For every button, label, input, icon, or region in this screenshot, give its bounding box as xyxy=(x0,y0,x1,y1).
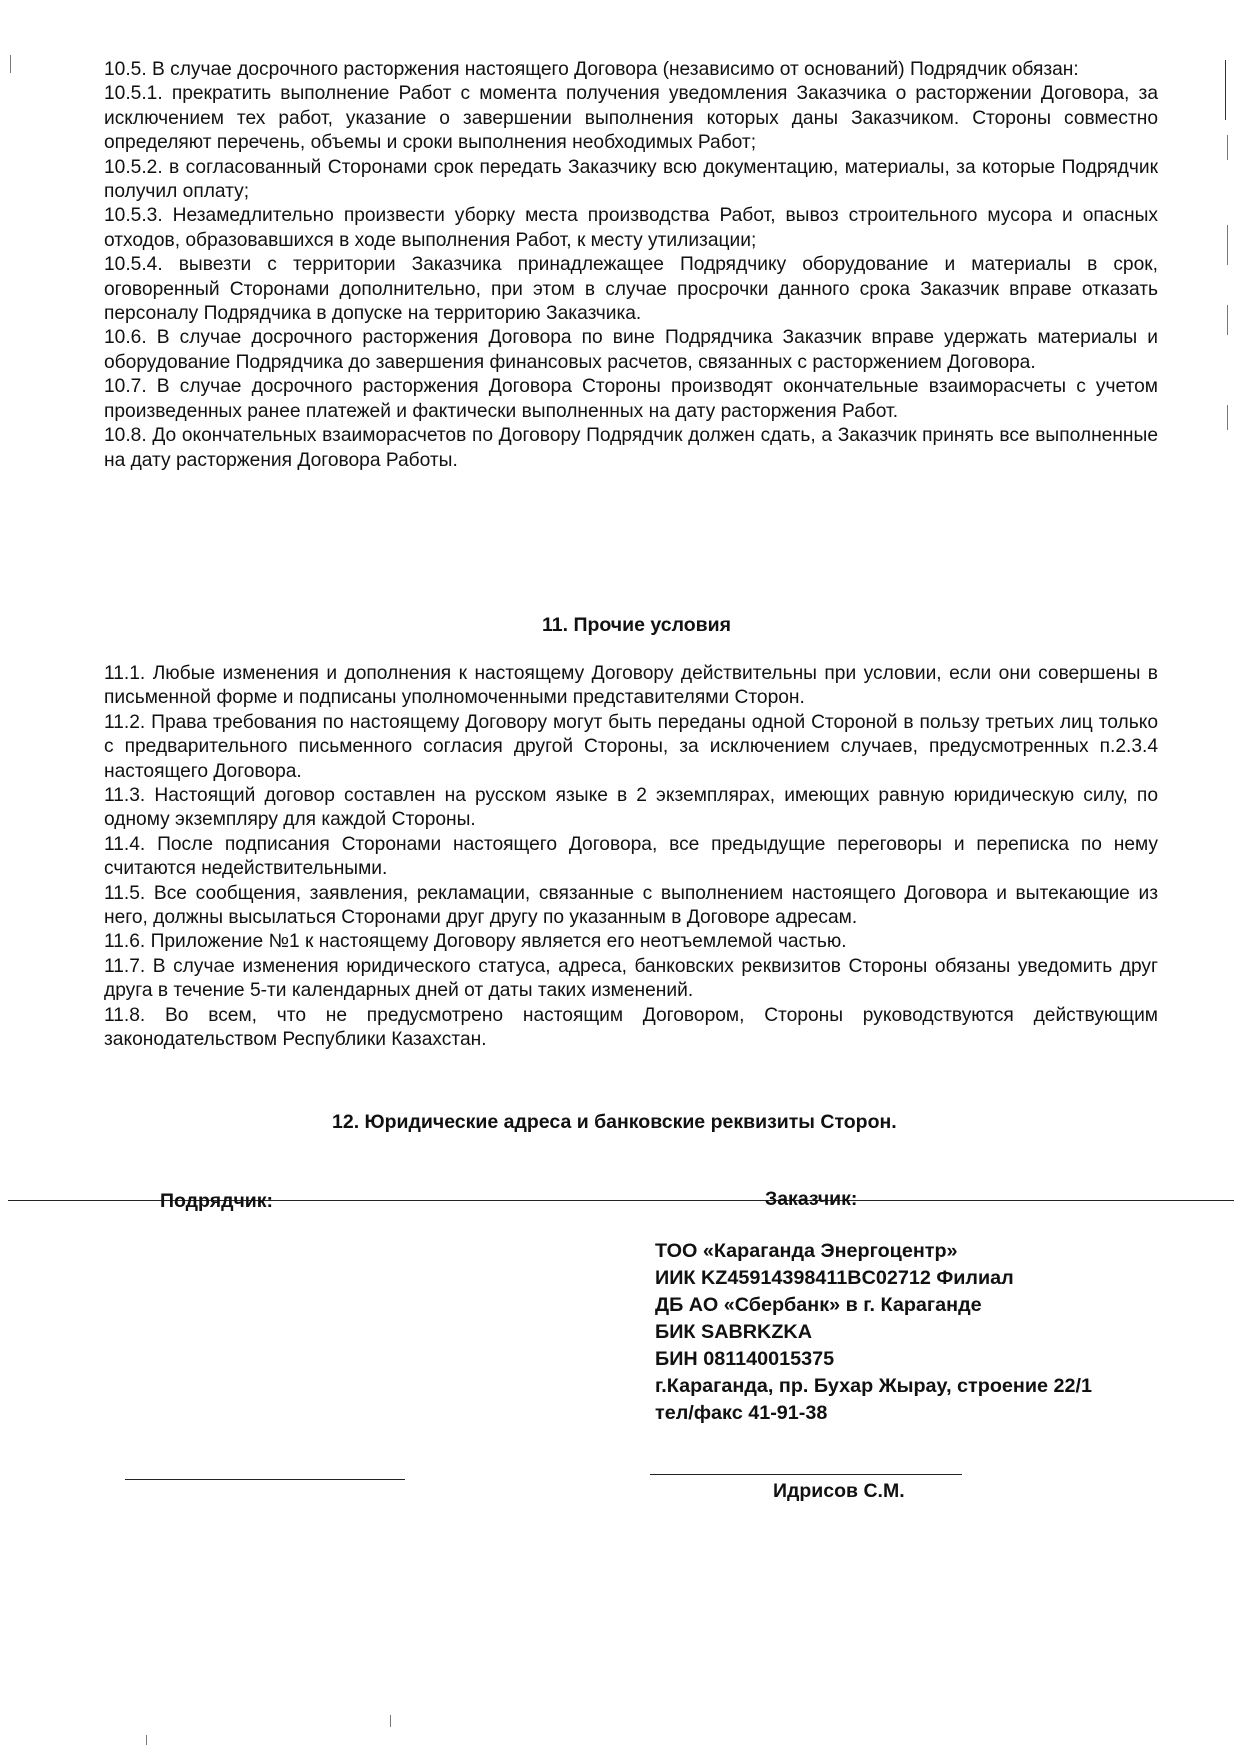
paragraph-11-7: 11.7. В случае изменения юридического статуса, адреса, банковских реквизитов Стороны обязаны уведомить друг друга в течение 5-ти календарных дней от даты таких изменений. xyxy=(104,955,1158,1002)
customer-requisites xyxy=(655,1238,1092,1427)
paragraph-11-8: 11.8. Во всем, что не предусмотрено настоящим Договором, Стороны руководствуются действующим законодательством Республики Казахстан. xyxy=(104,1004,1158,1051)
scan-mark xyxy=(1227,225,1228,265)
paragraph-10-5-1: 10.5.1. прекратить выполнение Работ с момента получения уведомления Заказчика о расторжении Договора, за исключением тех работ, указание о завершении выполнения которых даны Заказчиком. Стороны совместно определяют перечень, объемы и сроки выполнения необходимых Работ; xyxy=(104,83,1158,154)
paragraph-10-5-4: 10.5.4. вывезти с территории Заказчика принадлежащее Подрядчику оборудование и материалы в срок, оговоренный Сторонами дополнительно, при этом в случае просрочки данного срока Заказчик вправе отказать персоналу Подрядчика в допуске на территорию Заказчика. xyxy=(104,254,1158,325)
customer-bin: БИН 081140015375 xyxy=(655,1348,835,1370)
paragraph-10-5-3: 10.5.3. Незамедлительно произвести уборку места производства Работ, вывоз строительного мусора и опасных отходов, образовавшихся в ходе выполнения Работ, к месту утилизации; xyxy=(104,205,1158,251)
section-11-heading: 11. Прочие условия xyxy=(542,614,731,636)
scan-mark xyxy=(146,1735,147,1745)
contractor-label: Подрядчик: xyxy=(160,1190,274,1212)
paragraph-11-6: 11.6. Приложение №1 к настоящему Договору является его неотъемлемой частью. xyxy=(104,931,847,953)
section-10-text xyxy=(104,58,1158,473)
scan-mark xyxy=(1227,135,1228,160)
section-11-text xyxy=(104,662,1158,1053)
customer-phone-fax: тел/факс 41-91-38 xyxy=(655,1402,828,1424)
paragraph-10-5: 10.5. В случае досрочного расторжения настоящего Договора (независимо от оснований) Подрядчик обязан: xyxy=(104,59,1079,80)
paragraph-11-2: 11.2. Права требования по настоящему Договору могут быть переданы одной Стороной в пользу третьих лиц только с предварительного письменного согласия другой Стороны, за исключением случаев, предусмотренных п.2.3.4 настоящего Договора. xyxy=(104,711,1158,782)
paragraph-11-4: 11.4. После подписания Сторонами настоящего Договора, все предыдущие переговоры и переписка по нему считаются недействительными. xyxy=(104,833,1158,880)
paragraph-11-1: 11.1. Любые изменения и дополнения к настоящему Договору действительны при условии, если они совершены в письменной форме и подписаны уполномоченными представителями Сторон. xyxy=(104,663,1158,709)
customer-address: г.Караганда, пр. Бухар Жырау, строение 22/1 xyxy=(655,1375,1093,1397)
customer-bank: ДБ АО «Сбербанк» в г. Караганде xyxy=(655,1294,982,1316)
scan-mark xyxy=(1225,60,1226,120)
paragraph-10-7: 10.7. В случае досрочного расторжения Договора Стороны производят окончательные взаиморасчеты с учетом произведенных ранее платежей и фактически выполненных на дату расторжения Работ. xyxy=(104,376,1158,422)
scan-mark xyxy=(1227,305,1228,335)
contractor-signature-line xyxy=(125,1479,405,1480)
section-12-heading: 12. Юридические адреса и банковские реквизиты Сторон. xyxy=(332,1111,897,1133)
paragraph-11-3: 11.3. Настоящий договор составлен на русском языке в 2 экземплярах, имеющих равную юридическую силу, по одному экземпляру для каждой Стороны. xyxy=(104,785,1158,831)
customer-iik: ИИК KZ45914398411BC02712 Филиал xyxy=(655,1267,1014,1289)
paragraph-10-8: 10.8. До окончательных взаиморасчетов по Договору Подрядчик должен сдать, а Заказчик принять все выполненные на дату расторжения Договора Работы. xyxy=(104,425,1158,471)
scan-mark xyxy=(10,55,11,73)
paragraph-10-5-2: 10.5.2. в согласованный Сторонами срок передать Заказчику всю документацию, материалы, за которые Подрядчик получил оплату; xyxy=(104,156,1158,203)
scan-mark xyxy=(390,1715,391,1727)
customer-bik: БИК SABRKZKA xyxy=(655,1321,812,1343)
paragraph-10-6: 10.6. В случае досрочного расторжения Договора по вине Подрядчика Заказчик вправе удержать материалы и оборудование Подрядчика до завершения финансовых расчетов, связанных с расторжением Договора. xyxy=(104,327,1158,373)
customer-signer-name: Идрисов С.М. xyxy=(773,1480,905,1502)
customer-label: Заказчик: xyxy=(765,1188,858,1210)
customer-company-name: ТОО «Караганда Энергоцентр» xyxy=(655,1240,958,1262)
customer-signature-line xyxy=(650,1474,962,1475)
paragraph-11-5: 11.5. Все сообщения, заявления, рекламации, связанные с выполнением настоящего Договора и вытекающие из него, должны высылаться Сторонами друг другу по указанным в Договоре адресам. xyxy=(104,882,1158,929)
scan-mark xyxy=(1227,405,1228,430)
